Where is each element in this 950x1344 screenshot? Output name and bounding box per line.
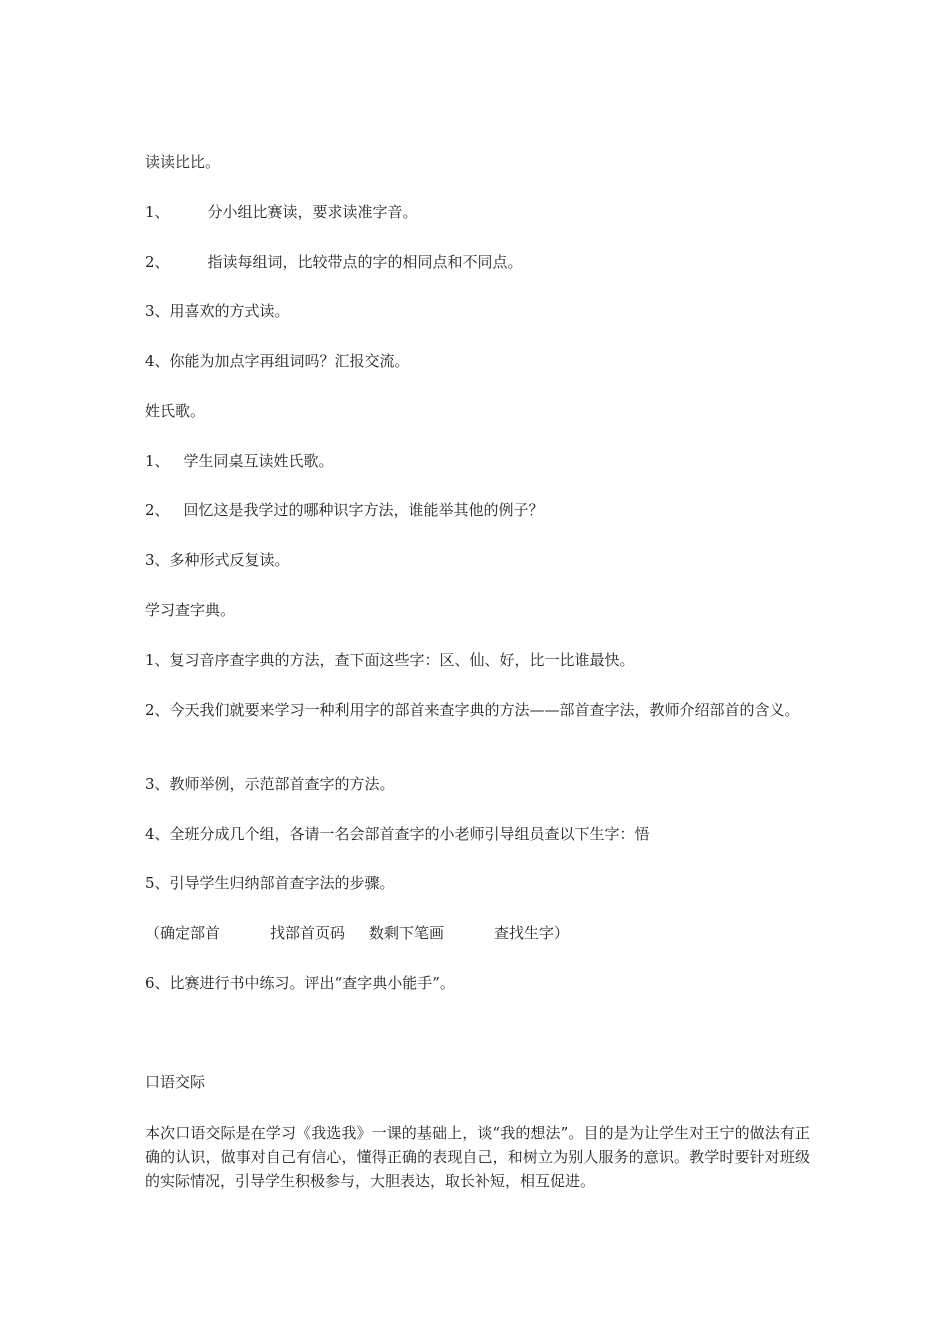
section-heading-oral-communication: 口语交际 [145, 1073, 206, 1091]
list-item: 2、今天我们就要来学习一种利用字的部首来查字典的方法——部首查字法，教师介绍部首的含义。 [145, 701, 800, 719]
body-paragraph: 本次口语交际是在学习《我选我》一课的基础上，谈“我的想法”。目的是为让学生对王宁的做法有正确的认识，做事对自己有信心，懂得正确的表现自己，和树立为别人服务的意识。教学时要针对班级的实际情况，引导学生积极参与，大胆表达，取长补短，相互促进。 [145, 1124, 810, 1190]
item-number: 2、 [145, 501, 170, 519]
list-item [145, 202, 418, 222]
item-text: 你能为加点字再组词吗？汇报交流。 [169, 352, 410, 370]
item-number: 1、 [145, 203, 170, 221]
step-item: 数剩下笔画 [369, 924, 445, 942]
list-item: 1、复习音序查字典的方法，查下面这些字：区、仙、好，比一比谁最快。 [145, 651, 635, 669]
section-heading-surname-song: 姓氏歌。 [145, 402, 206, 420]
section-heading-read-compare: 读读比比。 [145, 153, 221, 171]
item-number: 4、 [145, 352, 170, 370]
item-text: 指读每组词，比较带点的字的相同点和不同点。 [207, 253, 523, 271]
item-number: 3、 [145, 551, 170, 569]
item-number: 2、 [145, 253, 170, 271]
item-number: 1、 [145, 452, 170, 470]
item-text: 用喜欢的方式读。 [169, 302, 290, 320]
list-item [145, 451, 334, 471]
item-text: 多种形式反复读。 [169, 551, 290, 569]
list-item [145, 500, 544, 520]
list-item: 6、比赛进行书中练习。评出“查字典小能手”。 [145, 974, 455, 992]
list-item [145, 351, 410, 371]
item-text: 分小组比赛读，要求读准字音。 [207, 203, 418, 221]
lookup-steps [145, 923, 569, 943]
list-item: 3、教师举例，示范部首查字的方法。 [145, 775, 395, 793]
step-item: （确定部首 [145, 924, 221, 942]
item-number: 3、 [145, 302, 170, 320]
list-item: 4、全班分成几个组，各请一名会部首查字的小老师引导组员查以下生字：悟 [145, 825, 650, 843]
item-text: 学生同桌互读姓氏歌。 [183, 452, 334, 470]
list-item [145, 252, 523, 272]
step-item: 查找生字） [494, 924, 570, 942]
list-item [145, 301, 290, 321]
step-item: 找部首页码 [270, 924, 346, 942]
section-heading-dictionary: 学习查字典。 [145, 601, 236, 619]
list-item: 5、引导学生归纳部首查字法的步骤。 [145, 874, 395, 892]
item-text: 回忆这是我学过的哪种识字方法，谁能举其他的例子？ [183, 501, 544, 519]
list-item [145, 550, 290, 570]
